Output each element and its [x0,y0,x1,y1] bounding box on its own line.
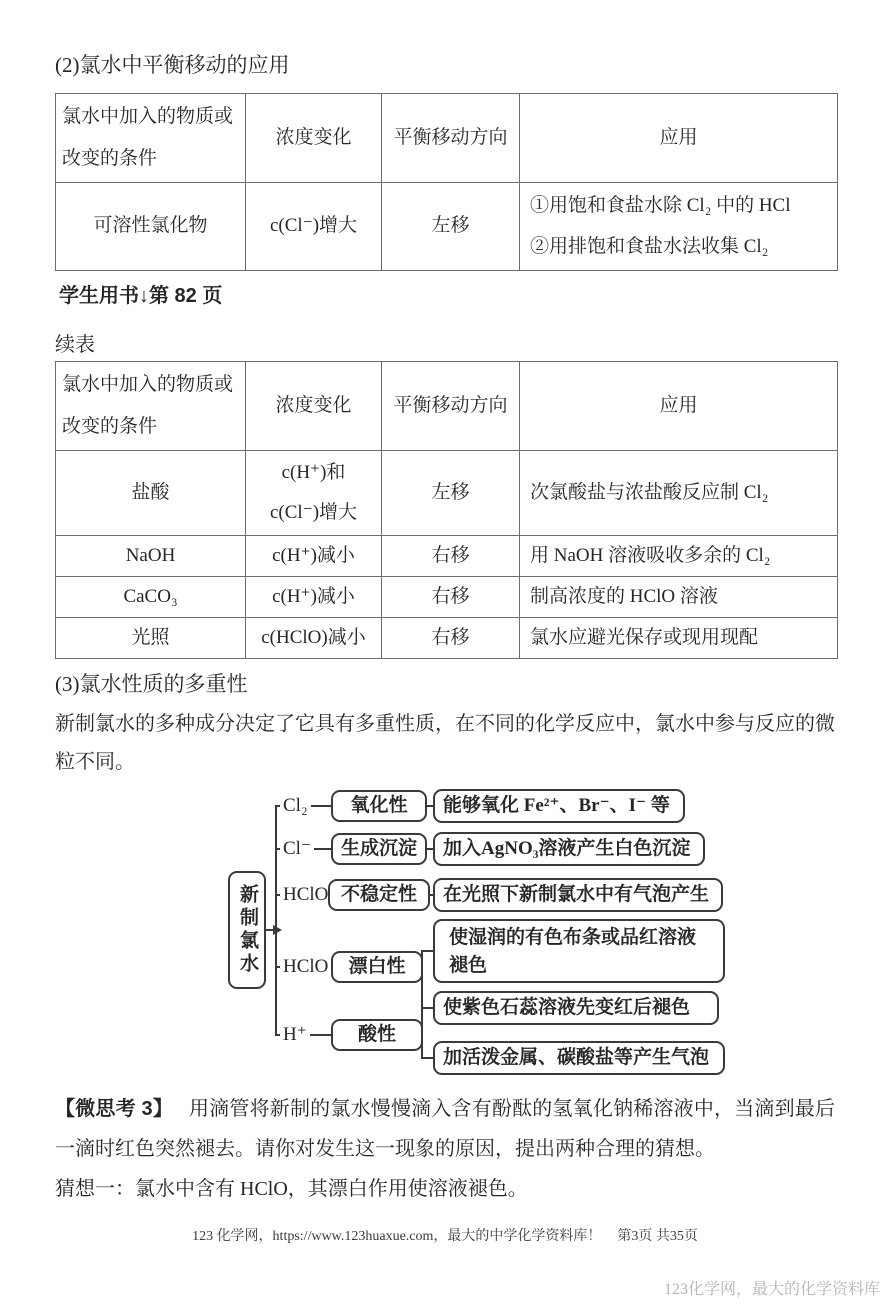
application-line-2: ②用排饱和食盐水法收集 Cl₂ [530,236,769,258]
concentration-line-1: c(H⁺)和 [281,462,346,484]
header-application: 应用 [520,94,838,183]
cell-substance: 光照 [56,617,246,658]
diagram-root-box [228,871,266,989]
header-condition: 氯水中加入的物质或改变的条件 [56,94,246,183]
cell-concentration: c(HClO)减小 [246,617,382,658]
cell-substance: CaCO₃ [56,576,246,617]
section3-title: (3)氯水性质的多重性 [55,671,248,696]
application-line-1: ①用饱和食盐水除 Cl₂ 中的 HCl [530,194,791,216]
species-label: HClO [280,881,331,909]
property-box: 漂白性 [331,951,423,983]
table-row [56,535,838,576]
table-row [56,182,838,271]
connector-line [421,950,433,952]
cell-application: 次氯酸盐与浓盐酸反应制 Cl₂ [520,451,838,536]
chlorine-water-properties-diagram [185,787,751,1079]
cell-concentration: c(Cl⁻)增大 [246,182,382,271]
property-box: 酸性 [331,1019,423,1051]
diagram-spine-line [275,805,277,1036]
continued-table-label: 续表 [55,334,95,357]
page-content [0,50,888,1245]
connector-line [421,1007,433,1009]
footer-site-info: 123 化学网，https://www.123huaxue.com，最大的中学化学资料库！ [192,1228,602,1244]
species-label: Cl₂ [280,792,311,820]
equilibrium-table-1 [55,93,838,271]
result-box: 使湿润的有色布条或品红溶液褪色 [433,919,725,983]
table-row [56,451,838,536]
header-concentration: 浓度变化 [246,362,382,451]
cell-substance: NaOH [56,535,246,576]
cell-application: 用 NaOH 溶液吸收多余的 Cl₂ [520,535,838,576]
watermark: 123化学网，最大的化学资料库 [663,1281,880,1298]
guess-one-line: 猜想一：氯水中含有 HClO，其漂白作用使溶液褪色。 [55,1177,528,1200]
page-footer [55,1225,835,1245]
table-row [56,576,838,617]
result-box-shared: 使紫色石蕊溶液先变红后褪色 [433,991,719,1025]
cell-concentration: c(H⁺)减小 [246,535,382,576]
student-book-note: 学生用书↓第 82 页 [59,285,223,308]
header-application: 应用 [520,362,838,451]
header-condition: 氯水中加入的物质或改变的条件 [56,362,246,451]
cell-concentration: c(H⁺)减小 [246,576,382,617]
property-box: 不稳定性 [328,879,430,911]
species-label: H⁺ [280,1021,310,1049]
property-box: 生成沉淀 [331,833,427,865]
concentration-line-2: c(Cl⁻)增大 [269,502,358,524]
cell-direction: 右移 [382,576,520,617]
result-box: 能够氧化 Fe²⁺、Br⁻、I⁻ 等 [433,789,685,823]
cell-direction: 左移 [382,182,520,271]
result-box: 在光照下新制氯水中有气泡产生 [433,878,723,912]
footer-page-number: 第3页 共35页 [617,1228,698,1244]
table-row [56,617,838,658]
diagram-root-label: 新制氯水 [237,883,258,976]
micro-think-label: 【微思考 3】 [55,1097,174,1120]
cell-application [520,182,838,271]
connector-line [421,1057,433,1059]
micro-think-paragraph [55,1089,835,1169]
cell-substance: 盐酸 [56,451,246,536]
table-header-row [56,362,838,451]
cell-direction: 右移 [382,617,520,658]
species-label: Cl⁻ [280,835,314,863]
header-direction: 平衡移动方向 [382,362,520,451]
cell-application: 制高浓度的 HClO 溶液 [520,576,838,617]
header-concentration: 浓度变化 [246,94,382,183]
micro-think-text: 用滴管将新制的氯水慢慢滴入含有酚酞的氢氧化钠稀溶液中，当滴到最后一滴时红色突然褪去。请你对发生这一现象的原因，提出两种合理的猜想。 [55,1097,835,1160]
cell-substance: 可溶性氯化物 [56,182,246,271]
header-direction: 平衡移动方向 [382,94,520,183]
result-box: 加活泼金属、碳酸盐等产生气泡 [433,1041,725,1075]
cell-application: 氯水应避光保存或现用现配 [520,617,838,658]
result-box: 加入AgNO₃溶液产生白色沉淀 [433,832,705,866]
equilibrium-table-2 [55,361,838,659]
section2-title: (2)氯水中平衡移动的应用 [55,53,290,77]
section3-paragraph: 新制氯水的多种成分决定了它具有多重性质，在不同的化学反应中，氯水中参与反应的微粒不同。 [55,712,835,773]
cell-concentration [246,451,382,536]
bracket-line [421,950,423,1059]
property-box: 氧化性 [331,790,427,822]
species-label: HClO [280,953,331,981]
cell-direction: 左移 [382,451,520,536]
table-header-row [56,94,838,183]
cell-direction: 右移 [382,535,520,576]
